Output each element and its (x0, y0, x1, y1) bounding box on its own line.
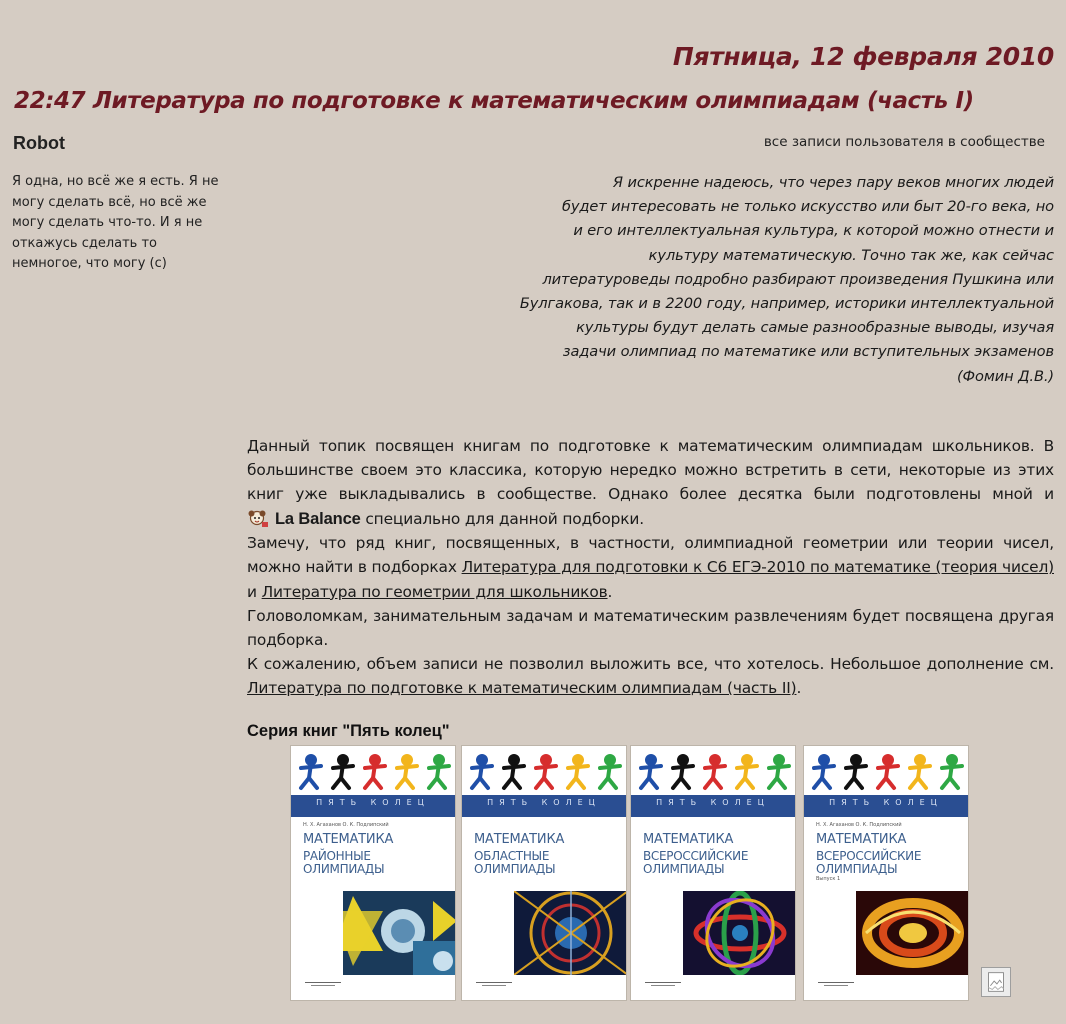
quote-line: будет интересовать не только искусство или быт 20-го века, но (561, 198, 1054, 216)
publisher-logo (303, 980, 343, 990)
cover-subtitle (643, 850, 793, 875)
post-body (247, 434, 1054, 701)
link-number-theory[interactable]: Литература для подготовки к С6 ЕГЭ-2010 по математике (теория чисел) (461, 558, 1054, 577)
book-covers (290, 745, 980, 1003)
user-mention[interactable] (247, 507, 361, 531)
five-figures-icon (631, 746, 796, 794)
quote-line: задачи олимпиад по математике или вступительных экзаменов (562, 343, 1054, 361)
epigraph-quote (454, 171, 1054, 389)
publisher-logo (474, 980, 514, 990)
author-name[interactable]: Robot (13, 133, 65, 153)
cover-artwork (856, 891, 969, 975)
cover-subtitle-line: ВСЕРОССИЙСКИЕ (816, 849, 922, 863)
quote-line: и его интеллектуальная культура, к которой можно отнести и (573, 222, 1054, 240)
cover-band-label: ПЯТЬ КОЛЕЦ (829, 798, 943, 807)
broken-image-icon[interactable] (981, 967, 1011, 997)
book-cover-district[interactable] (290, 745, 456, 1001)
cover-subtitle-line: ОЛИМПИАДЫ (643, 861, 725, 876)
cover-artwork (343, 891, 456, 975)
cover-band-label: ПЯТЬ КОЛЕЦ (316, 798, 430, 807)
cover-subtitle-line: РАЙОННЫЕ (303, 849, 371, 863)
cover-subject: МАТЕМАТИКА (303, 832, 394, 847)
five-figures-icon (291, 746, 456, 794)
quote-line: культуру математическую. Точно так же, как сейчас (648, 246, 1054, 264)
publisher-logo (816, 980, 856, 990)
book-cover-regional[interactable] (461, 745, 627, 1001)
paragraph-text: и (247, 582, 262, 601)
cover-subtitle (474, 850, 624, 875)
paragraph-text: специально для данной подборки. (360, 509, 645, 528)
paragraph-text: Замечу, что ряд книг, посвященных, в частности, олимпиадной геометрии или теории чисел, можно найти в подборках (247, 534, 1054, 577)
user-mention-name[interactable]: La Balance (275, 510, 361, 528)
cover-subtitle-line: ОБЛАСТНЫЕ (474, 849, 550, 863)
series-heading: Серия книг "Пять колец" (247, 722, 450, 740)
paragraph-references (247, 531, 1054, 604)
book-cover-allrussian-1[interactable] (630, 745, 796, 1001)
link-part-two[interactable]: Литература по подготовке к математическим олимпиадам (часть II) (247, 679, 797, 698)
post-title[interactable]: 22:47 Литература по подготовке к математическим олимпиадам (часть I) (14, 88, 974, 114)
five-figures-icon (804, 746, 969, 794)
quote-line: Булгакова, так и в 2200 году, например, историки интеллектуальной (519, 295, 1054, 313)
author-bio: Я одна, но всё же я есть. Я не могу сделать всё, но всё же могу сделать что-то. И я не откажусь сделать то немногое, что могу (с) (12, 174, 219, 271)
cover-subtitle-line: ОЛИМПИАДЫ (474, 861, 556, 876)
cover-subtitle (303, 850, 453, 875)
paragraph-intro (247, 434, 1054, 531)
cover-volume: Выпуск 1 (816, 876, 841, 882)
quote-line: культуры будут делать самые разнообразные выводы, изучая (576, 319, 1054, 337)
paragraph-text: Данный топик посвящен книгам по подготовке к математическим олимпиадам школьников. В большинстве своем это классика, которую нередко можно встретить в сети, некоторые из этих книг уже выкладывались в сообществе. Однако более десятка были подготовлены мной и (247, 437, 1054, 504)
all-posts-link[interactable]: все записи пользователя в сообществе (763, 134, 1045, 150)
cover-artwork (514, 891, 627, 975)
cover-subtitle (816, 850, 966, 875)
cover-authors: Н. Х. Агаханов О. К. Подлипский (303, 822, 389, 828)
quote-line: литературоведы подробно разбирают произведения Пушкина или (542, 270, 1054, 288)
quote-attribution: (Фомин Д.В.) (956, 367, 1054, 385)
user-icon (247, 509, 269, 529)
publisher-logo (643, 980, 683, 990)
cover-authors: Н. Х. Агаханов О. К. Подлипский (816, 822, 902, 828)
book-cover-allrussian-2[interactable] (803, 745, 969, 1001)
paragraph-text: . (796, 679, 802, 698)
cover-artwork (683, 891, 796, 975)
paragraph-continuation (247, 652, 1054, 700)
paragraph-text: К сожалению, объем записи не позволил выложить все, что хотелось. Небольшое дополнение см. (247, 655, 1054, 674)
paragraph-puzzles: Головоломкам, занимательным задачам и математическим развлечениям будет посвящена другая подборка. (247, 606, 1054, 650)
date-header: Пятница, 12 февраля 2010 (672, 42, 1054, 71)
cover-band-label: ПЯТЬ КОЛЕЦ (656, 798, 770, 807)
cover-subject: МАТЕМАТИКА (643, 832, 734, 847)
cover-subject: МАТЕМАТИКА (474, 832, 565, 847)
cover-subtitle-line: ВСЕРОССИЙСКИЕ (643, 849, 749, 863)
quote-line: Я искренне надеюсь, что через пару веков многих людей (612, 174, 1054, 191)
paragraph-text: . (607, 582, 613, 601)
cover-subtitle-line: ОЛИМПИАДЫ (816, 861, 898, 876)
link-geometry[interactable]: Литература по геометрии для школьников (261, 582, 608, 601)
cover-subtitle-line: ОЛИМПИАДЫ (303, 861, 385, 876)
cover-subject: МАТЕМАТИКА (816, 832, 907, 847)
cover-band-label: ПЯТЬ КОЛЕЦ (487, 798, 601, 807)
five-figures-icon (462, 746, 627, 794)
